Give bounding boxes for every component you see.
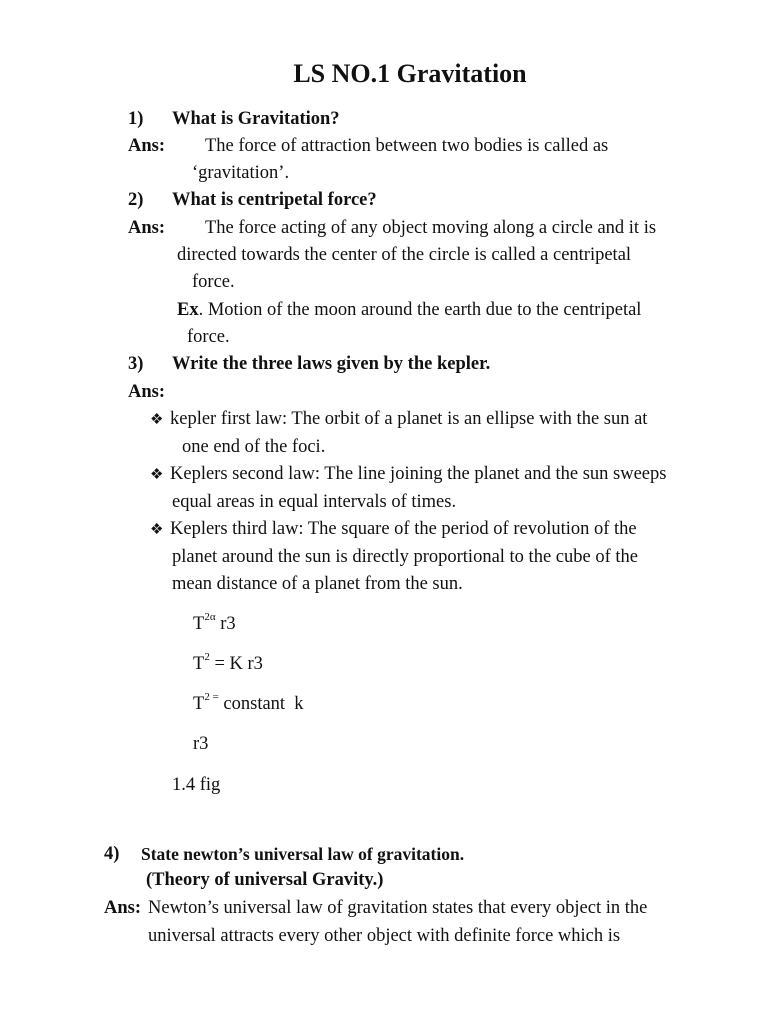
- law-text: equal areas in equal intervals of times.: [172, 492, 457, 512]
- question-text: State newton’s universal law of gravitation.: [141, 844, 465, 864]
- bullet-icon: ❖: [150, 467, 164, 483]
- formula-base: T: [193, 614, 205, 634]
- list-item: [150, 517, 637, 542]
- answer-label: Ans:: [104, 898, 142, 918]
- answer-text: universal attracts every other object with definite force which is: [148, 926, 621, 946]
- question-text: What is Gravitation?: [172, 109, 340, 129]
- answer-text: directed towards the center of the circle is called a centripetal: [177, 245, 632, 265]
- example-text: . Motion of the moon around the earth due to the centripetal: [198, 300, 642, 320]
- list-item: [150, 407, 647, 432]
- question-text: What is centripetal force?: [172, 190, 377, 210]
- formula-rest: = K r3: [209, 654, 263, 674]
- question-number: 1): [128, 109, 144, 129]
- bullet-icon: ❖: [150, 522, 164, 538]
- answer-text: force.: [192, 272, 235, 292]
- formula-rest: constant k: [218, 694, 304, 714]
- question-subtitle: (Theory of universal Gravity.): [146, 870, 384, 890]
- law-text: kepler first law: The orbit of a planet is an ellipse with the sun at: [170, 409, 648, 429]
- formula: r3: [193, 734, 209, 754]
- formula: [193, 692, 304, 716]
- question-number: 2): [128, 190, 144, 210]
- law-text: one end of the foci.: [182, 437, 326, 457]
- formula: [193, 612, 236, 636]
- question-text: Write the three laws given by the kepler.: [172, 354, 491, 374]
- answer-label: Ans:: [128, 382, 166, 402]
- answer-text: The force of attraction between two bodies is called as: [205, 136, 609, 156]
- law-text: Keplers second law: The line joining the planet and the sun sweeps: [170, 464, 667, 484]
- formula-superscript: 2 =: [204, 690, 219, 703]
- answer-text: Newton’s universal law of gravitation states that every object in the: [148, 898, 648, 918]
- example-text: force.: [187, 327, 230, 347]
- formula-rest: r3: [215, 614, 236, 634]
- formula-base: T: [193, 694, 205, 714]
- law-text: mean distance of a planet from the sun.: [172, 574, 463, 594]
- example-label: Ex: [177, 300, 199, 320]
- bullet-icon: ❖: [150, 412, 164, 428]
- answer-label: Ans:: [128, 218, 166, 238]
- question-number: 4): [104, 844, 120, 864]
- formula: [193, 652, 263, 676]
- law-text: planet around the sun is directly proportional to the cube of the: [172, 547, 638, 567]
- page-title: LS NO.1 Gravitation: [293, 59, 527, 88]
- formula-base: T: [193, 654, 205, 674]
- answer-text: The force acting of any object moving along a circle and it is: [205, 218, 657, 238]
- formula-superscript: 2α: [204, 610, 216, 623]
- answer-text: ‘gravitation’.: [192, 163, 290, 183]
- figure-reference: 1.4 fig: [172, 775, 221, 795]
- question-number: 3): [128, 354, 144, 374]
- example-line: [177, 298, 641, 322]
- answer-label: Ans:: [128, 136, 166, 156]
- list-item: [150, 462, 666, 487]
- law-text: Keplers third law: The square of the period of revolution of the: [170, 519, 637, 539]
- formula-superscript: 2: [204, 650, 210, 663]
